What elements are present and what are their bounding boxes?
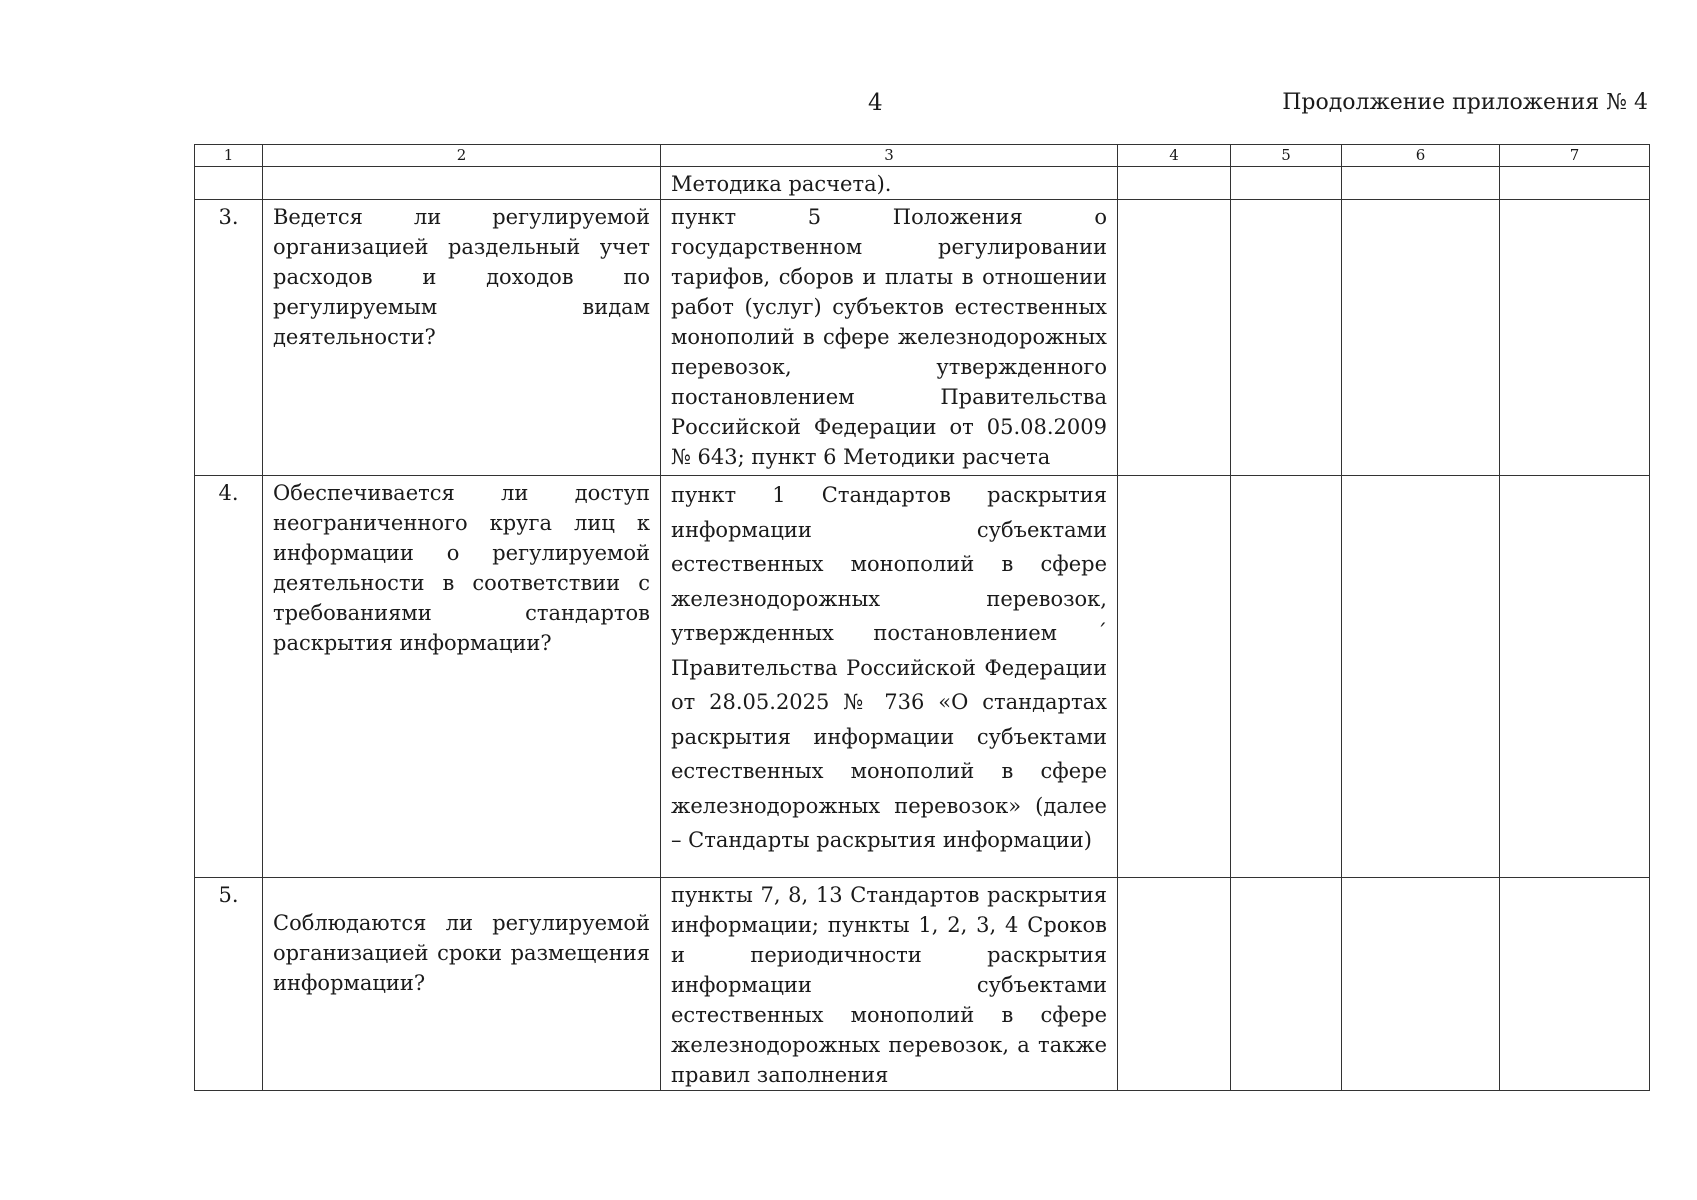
table-row bbox=[195, 167, 1650, 200]
column-number-row bbox=[195, 145, 1650, 167]
cell-col-6 bbox=[1342, 167, 1500, 200]
column-header-6: 6 bbox=[1342, 145, 1500, 167]
column-header-4: 4 bbox=[1118, 145, 1231, 167]
inspection-table bbox=[194, 144, 1650, 1091]
cell-col-7 bbox=[1500, 200, 1650, 476]
cell-col-6 bbox=[1342, 878, 1500, 1091]
column-header-2: 2 bbox=[263, 145, 661, 167]
question-cell bbox=[263, 167, 661, 200]
cell-col-4 bbox=[1118, 200, 1231, 476]
cell-col-5 bbox=[1231, 476, 1342, 878]
question-cell: Ведется ли регулируемой организацией раздельный учет расходов и доходов по регулируемым видам деятельности? bbox=[263, 200, 661, 476]
column-header-7: 7 bbox=[1500, 145, 1650, 167]
reference-cell: пункт 1 Стандартов раскрытия информации субъектами естественных монополий в сфере железнодорожных перевозок, утвержденных постановлением ´ Правительства Российской Федерации от 28.05.2025 № 736 «О стандартах раскрытия информации субъектами естественных монополий в сфере железнодорожных перевозок» (далее – Стандарты раскрытия информации) bbox=[661, 476, 1118, 878]
question-cell: Соблюдаются ли регулируемой организацией сроки размещения информации? bbox=[263, 878, 661, 1091]
row-number: 3. bbox=[195, 200, 263, 476]
reference-cell: пункты 7, 8, 13 Стандартов раскрытия информации; пункты 1, 2, 3, 4 Сроков и периодичности раскрытия информации субъектами естественных монополий в сфере железнодорожных перевозок, а также правил заполнения bbox=[661, 878, 1118, 1091]
cell-col-6 bbox=[1342, 476, 1500, 878]
cell-col-5 bbox=[1231, 200, 1342, 476]
cell-col-4 bbox=[1118, 878, 1231, 1091]
reference-cell: Методика расчета). bbox=[661, 167, 1118, 200]
table-row bbox=[195, 476, 1650, 878]
column-header-1: 1 bbox=[195, 145, 263, 167]
question-cell: Обеспечивается ли доступ неограниченного круга лиц к информации о регулируемой деятельности в соответствии с требованиями стандартов раскрытия информации? bbox=[263, 476, 661, 878]
cell-col-5 bbox=[1231, 878, 1342, 1091]
row-number: 5. bbox=[195, 878, 263, 1091]
column-header-3: 3 bbox=[661, 145, 1118, 167]
page-number: 4 bbox=[868, 90, 883, 116]
cell-col-6 bbox=[1342, 200, 1500, 476]
reference-cell: пункт 5 Положения о государственном регулировании тарифов, сборов и платы в отношении работ (услуг) субъектов естественных монополий в сфере железнодорожных перевозок, утвержденного постановлением Правительства Российской Федерации от 05.08.2009 № 643; пункт 6 Методики расчета bbox=[661, 200, 1118, 476]
row-number: 4. bbox=[195, 476, 263, 878]
appendix-label: Продолжение приложения № 4 bbox=[1282, 90, 1648, 115]
cell-col-4 bbox=[1118, 476, 1231, 878]
column-header-5: 5 bbox=[1231, 145, 1342, 167]
cell-col-4 bbox=[1118, 167, 1231, 200]
row-number bbox=[195, 167, 263, 200]
cell-col-5 bbox=[1231, 167, 1342, 200]
cell-col-7 bbox=[1500, 476, 1650, 878]
table-row bbox=[195, 200, 1650, 476]
cell-col-7 bbox=[1500, 167, 1650, 200]
table-row bbox=[195, 878, 1650, 1091]
cell-col-7 bbox=[1500, 878, 1650, 1091]
